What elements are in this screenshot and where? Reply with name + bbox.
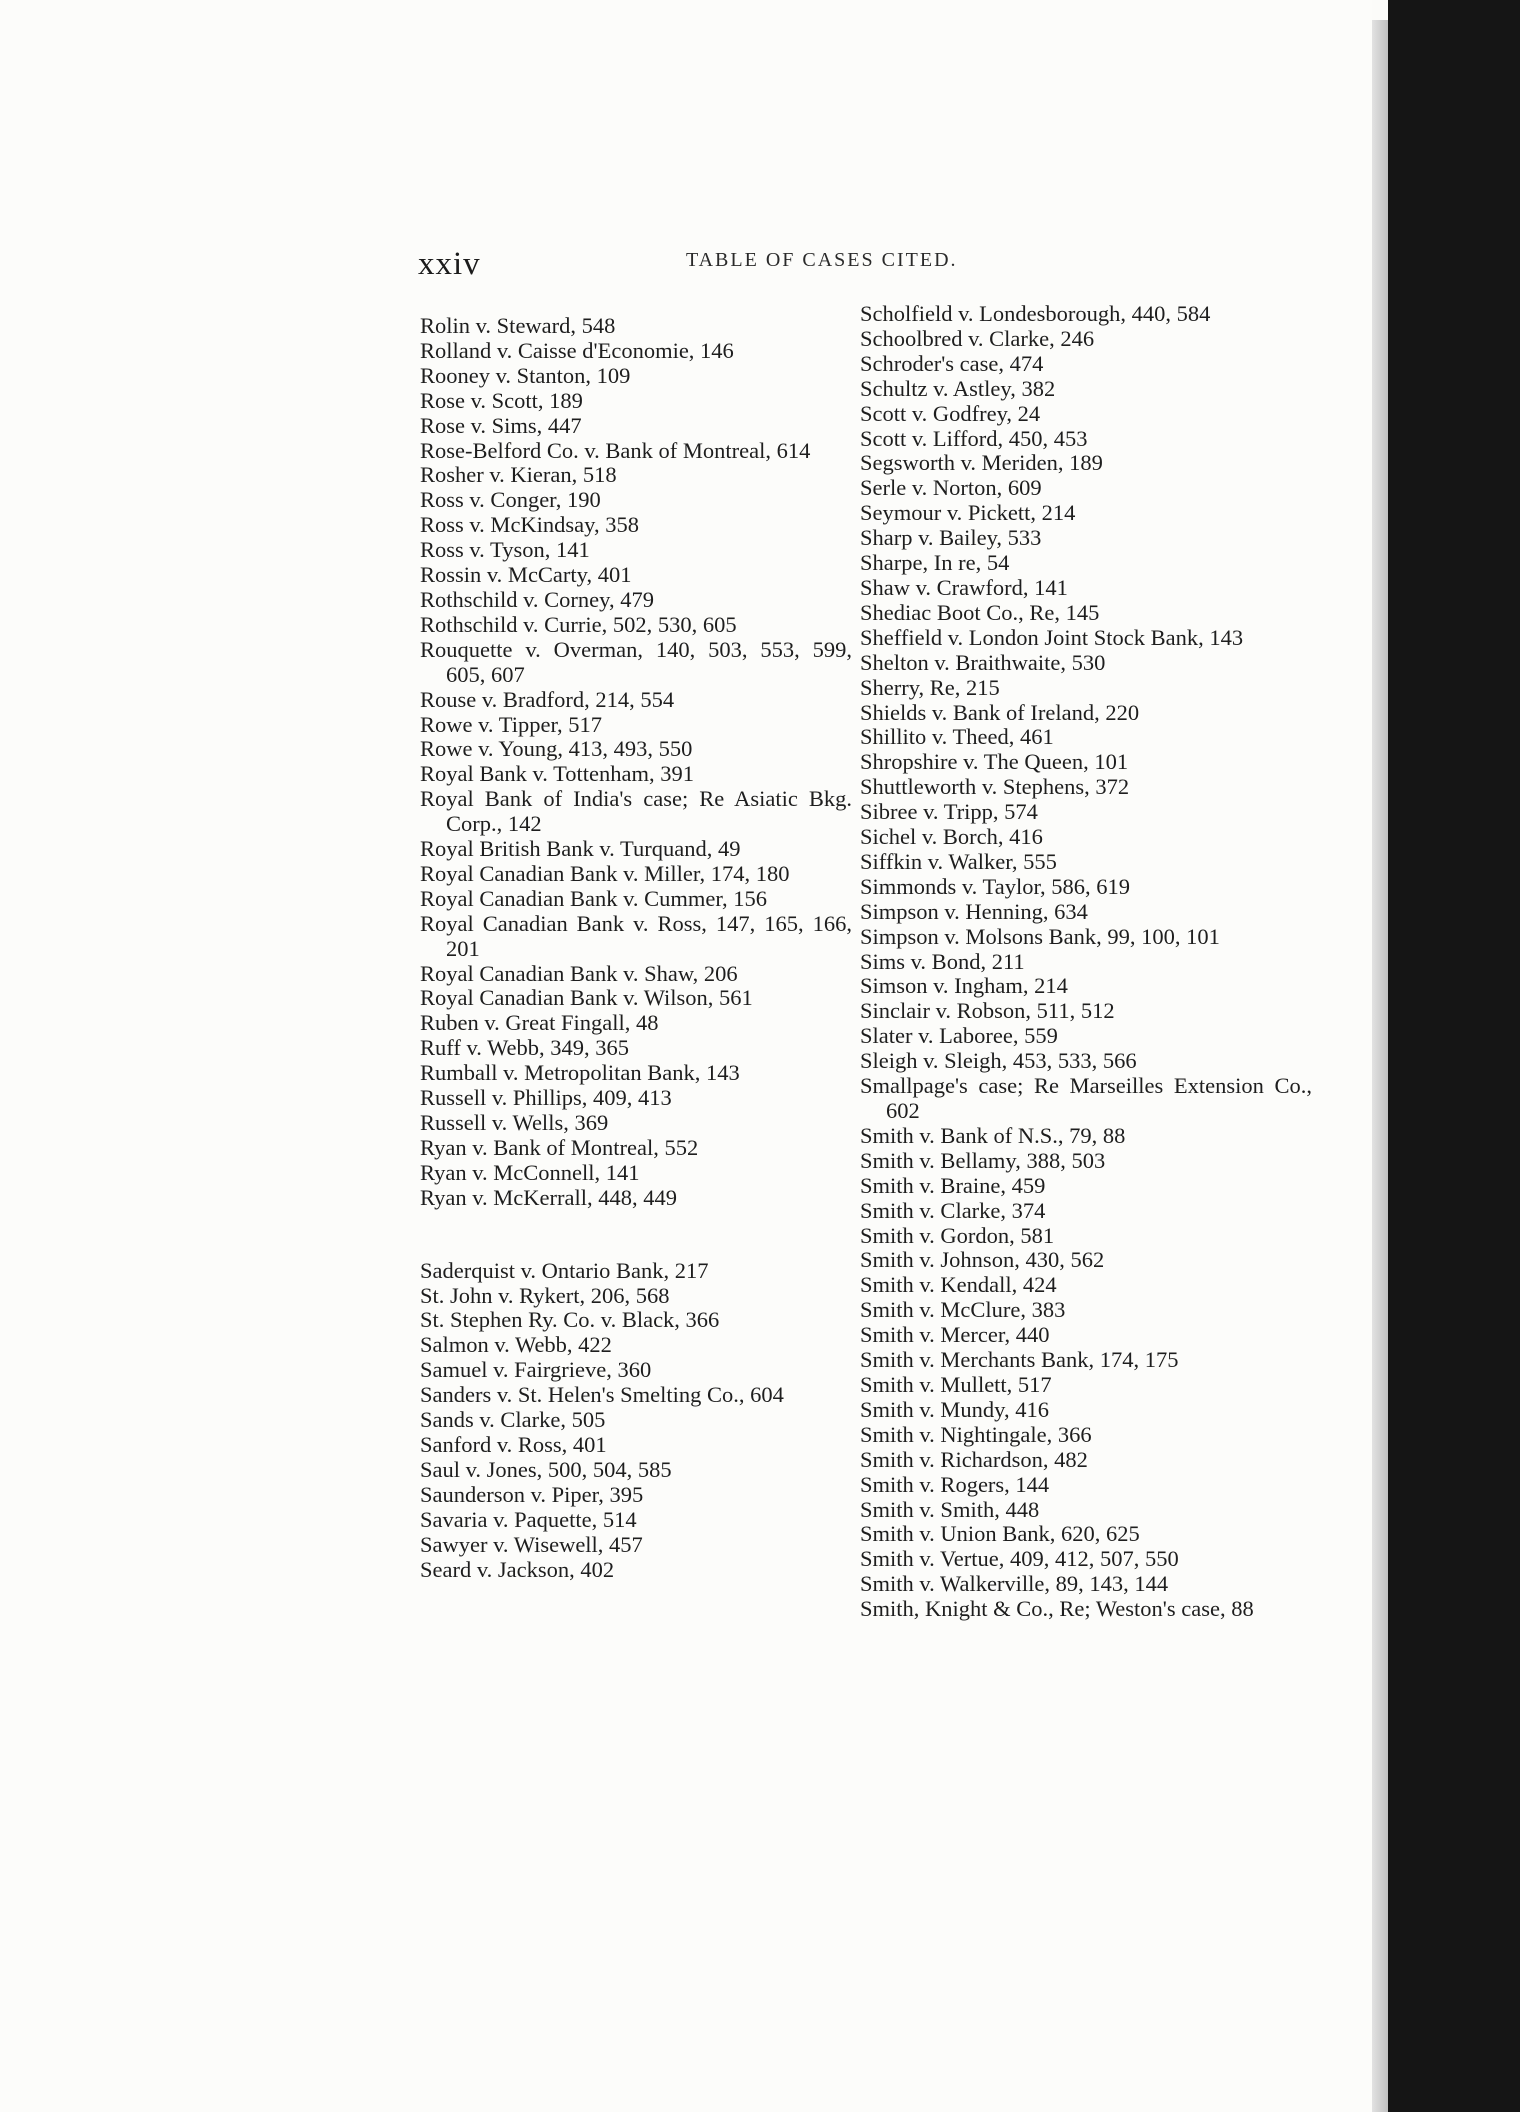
case-entry: Sims v. Bond, 211 xyxy=(860,948,1025,974)
case-entry: Salmon v. Webb, 422 xyxy=(420,1332,612,1358)
case-entry: Scott v. Lifford, 450, 453 xyxy=(860,425,1088,451)
case-entry: Shuttleworth v. Stephens, 372 xyxy=(860,774,1130,800)
case-entry: Smith v. Mundy, 416 xyxy=(860,1396,1049,1422)
scan-border xyxy=(1388,0,1520,2112)
case-entry: Royal Canadian Bank v. Miller, 174, 180 xyxy=(420,860,790,886)
case-entry: Rothschild v. Corney, 479 xyxy=(420,586,654,612)
right-column xyxy=(860,302,1312,1622)
case-entry: Shields v. Bank of Ireland, 220 xyxy=(860,699,1140,725)
case-entry: Ross v. Conger, 190 xyxy=(420,487,601,513)
case-entry: Smith v. Mullett, 517 xyxy=(860,1371,1052,1397)
case-entry: Smith v. Kendall, 424 xyxy=(860,1272,1057,1298)
case-entry: Scott v. Godfrey, 24 xyxy=(860,400,1041,426)
case-entry: Seard v. Jackson, 402 xyxy=(420,1556,615,1582)
case-entry: Ross v. Tyson, 141 xyxy=(420,537,590,563)
case-entry: Rose v. Scott, 189 xyxy=(420,387,583,413)
case-entry: Rumball v. Metropolitan Bank, 143 xyxy=(420,1060,740,1086)
case-entry: Sands v. Clarke, 505 xyxy=(420,1407,606,1433)
case-entry: Smith v. Smith, 448 xyxy=(860,1496,1040,1522)
case-entry: Saunderson v. Piper, 395 xyxy=(420,1481,644,1507)
case-entry: Royal Canadian Bank v. Wilson, 561 xyxy=(420,985,753,1011)
case-entry: Smith v. McClure, 383 xyxy=(860,1297,1066,1323)
case-entry: St. John v. Rykert, 206, 568 xyxy=(420,1282,670,1308)
case-entry: Sharp v. Bailey, 533 xyxy=(860,525,1042,551)
case-entry: Siffkin v. Walker, 555 xyxy=(860,848,1057,874)
case-entry: Ruff v. Webb, 349, 365 xyxy=(420,1035,630,1061)
case-entry: Rowe v. Young, 413, 493, 550 xyxy=(420,736,693,762)
case-entry: Sibree v. Tripp, 574 xyxy=(860,799,1038,825)
case-entry: Ryan v. McKerrall, 448, 449 xyxy=(420,1184,677,1210)
case-entry: Rose-Belford Co. v. Bank of Montreal, 614 xyxy=(420,437,811,463)
case-entry: Sharpe, In re, 54 xyxy=(860,550,1010,576)
case-entry: Sinclair v. Robson, 511, 512 xyxy=(860,998,1115,1024)
case-entry: Saul v. Jones, 500, 504, 585 xyxy=(420,1456,672,1482)
case-entry: Sichel v. Borch, 416 xyxy=(860,824,1043,850)
case-entry: Rolland v. Caisse d'Economie, 146 xyxy=(420,337,734,363)
case-entry: Simpson v. Henning, 634 xyxy=(860,898,1088,924)
case-entry: Rose v. Sims, 447 xyxy=(420,412,582,438)
case-entry: Smith v. Gordon, 581 xyxy=(860,1222,1055,1248)
case-entry: Shediac Boot Co., Re, 145 xyxy=(860,599,1100,625)
case-entry: Royal British Bank v. Turquand, 49 xyxy=(420,836,741,862)
case-entry: Rothschild v. Currie, 502, 530, 605 xyxy=(420,611,737,637)
case-entry: St. Stephen Ry. Co. v. Black, 366 xyxy=(420,1307,720,1333)
case-entry: Ryan v. Bank of Montreal, 552 xyxy=(420,1134,699,1160)
case-entry: Russell v. Phillips, 409, 413 xyxy=(420,1085,672,1111)
page-number: xxiv xyxy=(418,246,481,282)
case-entry: Seymour v. Pickett, 214 xyxy=(860,500,1076,526)
case-entry: Royal Bank v. Tottenham, 391 xyxy=(420,761,695,787)
case-entry: Simmonds v. Taylor, 586, 619 xyxy=(860,873,1131,899)
case-entry: Smith v. Braine, 459 xyxy=(860,1172,1046,1198)
case-entry: Smith v. Richardson, 482 xyxy=(860,1446,1088,1472)
case-entry: Shaw v. Crawford, 141 xyxy=(860,574,1068,600)
case-entry: Schultz v. Astley, 382 xyxy=(860,375,1056,401)
case-entry: Smith v. Nightingale, 366 xyxy=(860,1421,1092,1447)
case-entry: Schoolbred v. Clarke, 246 xyxy=(860,325,1095,351)
case-entry: Royal Bank of India's case; Re Asiatic Bkg. Corp., 142 xyxy=(420,786,852,837)
case-entry: Sheffield v. London Joint Stock Bank, 143 xyxy=(860,624,1244,650)
case-entry: Russell v. Wells, 369 xyxy=(420,1110,609,1135)
case-entry: Royal Canadian Bank v. Shaw, 206 xyxy=(420,960,738,986)
case-entry: Smith v. Bank of N.S., 79, 88 xyxy=(860,1122,1126,1148)
case-entry: Rosher v. Kieran, 518 xyxy=(420,462,617,488)
case-entry: Rooney v. Stanton, 109 xyxy=(420,362,631,388)
case-entry: Smith v. Walkerville, 89, 143, 144 xyxy=(860,1571,1169,1597)
left-column xyxy=(420,314,852,1582)
case-entry: Segsworth v. Meriden, 189 xyxy=(860,450,1103,476)
case-entry: Slater v. Laboree, 559 xyxy=(860,1023,1058,1049)
case-entry: Smith v. Clarke, 374 xyxy=(860,1197,1046,1223)
case-entry: Royal Canadian Bank v. Ross, 147, 165, 166, 201 xyxy=(420,910,852,961)
case-entry: Sleigh v. Sleigh, 453, 533, 566 xyxy=(860,1048,1137,1074)
case-entry: Rolin v. Steward, 548 xyxy=(420,313,616,338)
case-entry: Smith v. Bellamy, 388, 503 xyxy=(860,1147,1106,1173)
case-entry: Ruben v. Great Fingall, 48 xyxy=(420,1010,659,1036)
case-entry: Rossin v. McCarty, 401 xyxy=(420,562,632,588)
case-entry: Smith v. Rogers, 144 xyxy=(860,1471,1050,1497)
case-entry: Smith v. Vertue, 409, 412, 507, 550 xyxy=(860,1546,1179,1572)
case-entry: Smallpage's case; Re Marseilles Extension Co., 602 xyxy=(860,1073,1312,1123)
case-entry: Sawyer v. Wisewell, 457 xyxy=(420,1531,643,1557)
case-entry: Simson v. Ingham, 214 xyxy=(860,973,1068,999)
case-entry: Shelton v. Braithwaite, 530 xyxy=(860,649,1106,675)
case-entry: Simpson v. Molsons Bank, 99, 100, 101 xyxy=(860,923,1220,949)
case-entry: Rowe v. Tipper, 517 xyxy=(420,711,603,737)
case-entry: Smith v. Union Bank, 620, 625 xyxy=(860,1521,1140,1547)
case-entry: Sanford v. Ross, 401 xyxy=(420,1431,607,1457)
case-entry: Rouquette v. Overman, 140, 503, 553, 599, 605, 607 xyxy=(420,636,852,687)
case-entry: Scholfield v. Londesborough, 440, 584 xyxy=(860,301,1211,326)
case-entry: Samuel v. Fairgrieve, 360 xyxy=(420,1357,652,1383)
case-entry: Serle v. Norton, 609 xyxy=(860,475,1042,501)
running-title: TABLE OF CASES CITED. xyxy=(686,249,958,271)
case-entry: Royal Canadian Bank v. Cummer, 156 xyxy=(420,885,767,911)
case-entry: Shillito v. Theed, 461 xyxy=(860,724,1054,750)
case-entry: Rouse v. Bradford, 214, 554 xyxy=(420,686,675,712)
case-entry: Savaria v. Paquette, 514 xyxy=(420,1506,637,1532)
case-entry: Saderquist v. Ontario Bank, 217 xyxy=(420,1257,709,1283)
case-entry: Schroder's case, 474 xyxy=(860,350,1044,376)
case-entry: Ryan v. McConnell, 141 xyxy=(420,1159,640,1185)
case-entry: Smith v. Mercer, 440 xyxy=(860,1322,1050,1348)
case-entry: Smith, Knight & Co., Re; Weston's case, 88 xyxy=(860,1596,1254,1622)
case-entry: Smith v. Merchants Bank, 174, 175 xyxy=(860,1347,1179,1373)
case-entry: Sherry, Re, 215 xyxy=(860,674,1000,700)
case-entry: Sanders v. St. Helen's Smelting Co., 604 xyxy=(420,1382,784,1408)
case-entry: Shropshire v. The Queen, 101 xyxy=(860,749,1129,775)
case-entry: Ross v. McKindsay, 358 xyxy=(420,512,639,538)
case-entry: Smith v. Johnson, 430, 562 xyxy=(860,1247,1105,1273)
